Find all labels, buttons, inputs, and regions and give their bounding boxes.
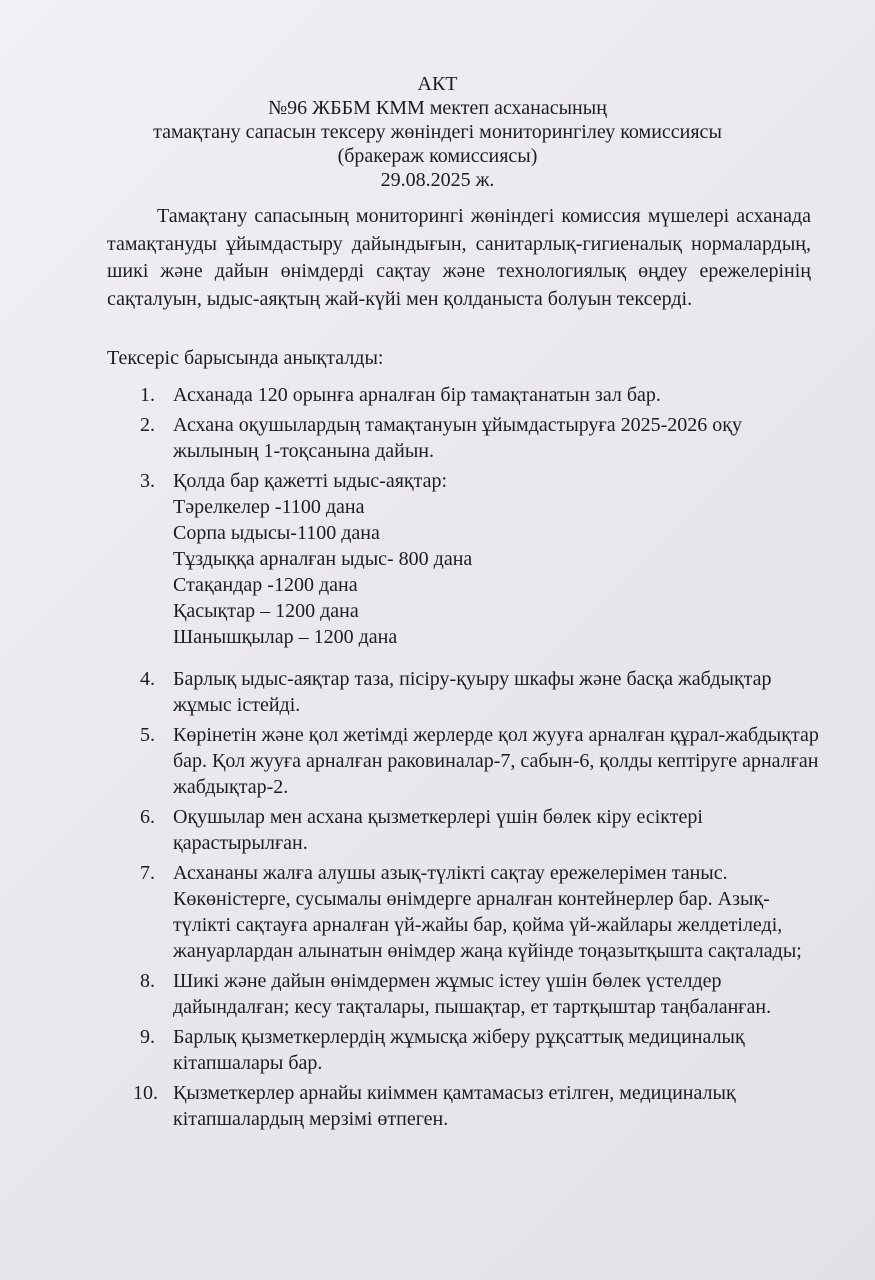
finding-number: 3. (140, 470, 155, 492)
finding-item (140, 860, 820, 964)
tableware-item: Шанышқылар – 1200 дана (173, 626, 398, 648)
tableware-item: Тұздыққа арналған ыдыс- 800 дана (173, 548, 473, 570)
finding-text: Қолда бар қажетті ыдыс-аяқтар: (173, 470, 448, 492)
finding-number: 7. (140, 862, 155, 884)
finding-text: Асхана оқушылардың тамақтануын ұйымдастыруға 2025-2026 оқу жылының 1-тоқсанына дайын. (173, 414, 742, 462)
finding-text: Барлық қызметкерлердің жұмысқа жіберу рұқсаттық медициналық кітапшалары бар. (173, 1026, 745, 1074)
findings-heading: Тексеріс барысында анықталды: (107, 347, 384, 369)
finding-item (140, 382, 820, 408)
finding-number: 4. (140, 668, 155, 690)
finding-item (140, 804, 820, 856)
tableware-item: Стақандар -1200 дана (173, 574, 358, 596)
finding-item (140, 1024, 820, 1076)
finding-number: 2. (140, 414, 155, 436)
finding-text: Шикі және дайын өнімдермен жұмыс істеу үшін бөлек үстелдер дайындалған; кесу тақталары, пышақтар, ет тартқыштар таңбаланған. (173, 970, 772, 1018)
tableware-item: Қасықтар – 1200 дана (173, 600, 359, 622)
document-subtitle-school: №96 ЖББМ КММ мектеп асханасының (268, 97, 607, 119)
finding-item (140, 412, 820, 464)
finding-text: Көрінетін және қол жетімді жерлерде қол жууға арналған құрал-жабдықтар бар. Қол жууға арналған раковиналар-7, сабын-6, қолды кептіруге арналған жабдықтар-2. (173, 724, 819, 798)
finding-number: 8. (140, 970, 155, 992)
finding-item (140, 722, 820, 800)
finding-item (140, 968, 820, 1020)
finding-number: 9. (140, 1026, 155, 1048)
finding-number: 10. (133, 1082, 158, 1104)
document-date: 29.08.2025 ж. (380, 169, 495, 191)
tableware-list (173, 494, 820, 650)
finding-text: Асхананы жалға алушы азық-түлікті сақтау ережелерімен таныс. Көкөністерге, сусымалы өнімдерге арналған контейнерлер бар. Азық-түлікті сақтауға арналған үй-жайы бар, қойма үй-жайлары желдетіледі, жануарлардан алынатын өнімдер жаңа күйінде тоңазытқышта сақталады; (173, 862, 802, 962)
finding-text: Қызметкерлер арнайы киіммен қамтамасыз етілген, медициналық кітапшалардың мерзімі өтпеген. (173, 1082, 736, 1130)
finding-text: Асханада 120 орынға арналған бір тамақтанатын зал бар. (173, 384, 661, 406)
document-subtitle-commission: тамақтану сапасын тексеру жөніндегі мониторингілеу комиссиясы (153, 121, 722, 143)
findings-list (133, 382, 820, 1136)
finding-number: 1. (140, 384, 155, 406)
document-subtitle-brakerazh: (бракераж комиссиясы) (337, 145, 538, 167)
document-header (0, 72, 875, 192)
finding-text: Барлық ыдыс-аяқтар таза, пісіру-қуыру шкафы және басқа жабдықтар жұмыс істейді. (173, 668, 772, 716)
tableware-item: Тәрелкелер -1100 дана (173, 496, 365, 518)
finding-text: Оқушылар мен асхана қызметкерлері үшін бөлек кіру есіктері қарастырылған. (173, 806, 703, 854)
tableware-item: Сорпа ыдысы-1100 дана (173, 522, 380, 544)
document-title: АКТ (417, 73, 458, 95)
finding-number: 5. (140, 724, 155, 746)
finding-item (133, 1080, 820, 1132)
finding-number: 6. (140, 806, 155, 828)
intro-paragraph: Тамақтану сапасының мониторингі жөніндегі комиссия мүшелері асханада тамақтануды ұйымдастыру дайындығын, санитарлық-гигиеналық нормалардың, шикі және дайын өнімдерді сақтау және технологиялық өңдеу ережелерінің сақталуын, ыдыс-аяқтың жай-күйі мен қолданыста болуын тексерді. (107, 205, 811, 310)
finding-item (140, 666, 820, 718)
finding-item (140, 468, 820, 650)
